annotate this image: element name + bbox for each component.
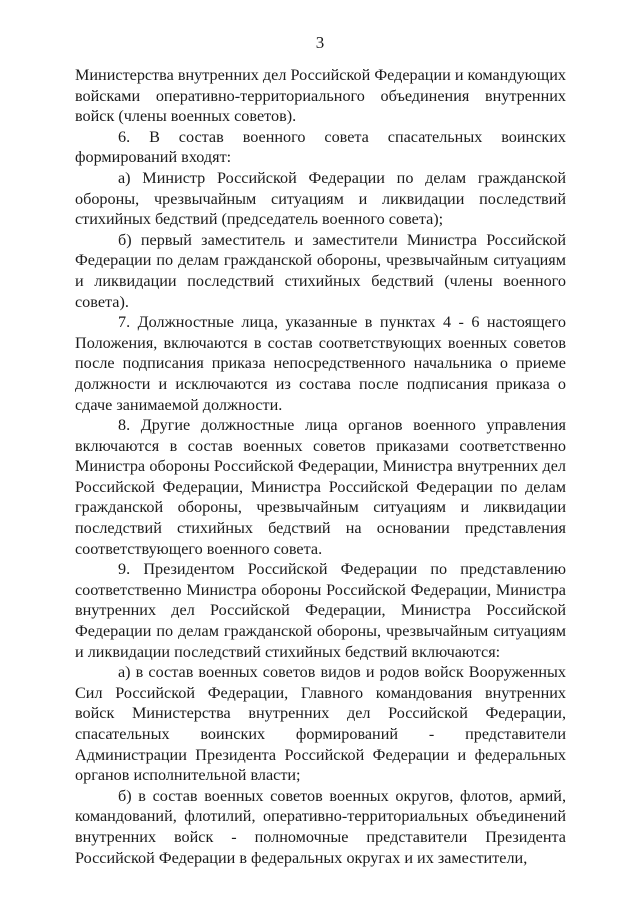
paragraph-item-6a: а) Министр Российской Федерации по делам гражданской обороны, чрезвычайным ситуациям и ликвидации последствий стихийных бедствий (председатель военного совета); [75,168,566,229]
document-body [75,65,566,868]
paragraph-item-6: 6. В состав военного совета спасательных воинских формирований входят: [75,127,566,167]
paragraph-item-6b: б) первый заместитель и заместители Министра Российской Федерации по делам гражданской обороны, чрезвычайным ситуациям и ликвидации последствий стихийных бедствий (члены военного совета). [75,230,566,311]
paragraph-continuation: Министерства внутренних дел Российской Федерации и командующих войсками оперативно-территориального объединения внутренних войск (члены военных советов). [75,66,566,126]
paragraph-item-9b: б) в состав военных советов военных округов, флотов, армий, командований, флотилий, оперативно-территориальных объединений внутренних войск - полномочные представители Президента Российской Федерации в федеральных округах и их заместители, [75,786,566,867]
paragraph-item-7: 7. Должностные лица, указанные в пунктах 4 - 6 настоящего Положения, включаются в состав соответствующих военных советов после подписания приказа непосредственного начальника о приеме должности и исключаются из состава после подписания приказа о сдаче занимаемой должности. [75,313,566,414]
paragraph-item-8: 8. Другие должностные лица органов военного управления включаются в состав военных советов приказами соответственно Министра обороны Российской Федерации, Министра внутренних дел Российской Федерации, Министра Российской Федерации по делам гражданской обороны, чрезвычайным ситуациям и ликвидации последствий стихийных бедствий на основании представления соответствующего военного совета. [75,416,566,558]
paragraph-item-9: 9. Президентом Российской Федерации по представлению соответственно Министра обороны Российской Федерации, Министра внутренних дел Российской Федерации, Министра Российской Федерации по делам гражданской обороны, чрезвычайным ситуациям и ликвидации последствий стихийных бедствий включаются: [75,560,566,661]
page-number: 3 [315,33,325,52]
paragraph-item-9a: а) в состав военных советов видов и родов войск Вооруженных Сил Российской Федерации, Главного командования внутренних войск Министерства внутренних дел Российской Федерации, спасательных воинских формирований - представители Администрации Президента Российской Федерации и федеральных органов исполнительной власти; [75,663,566,785]
